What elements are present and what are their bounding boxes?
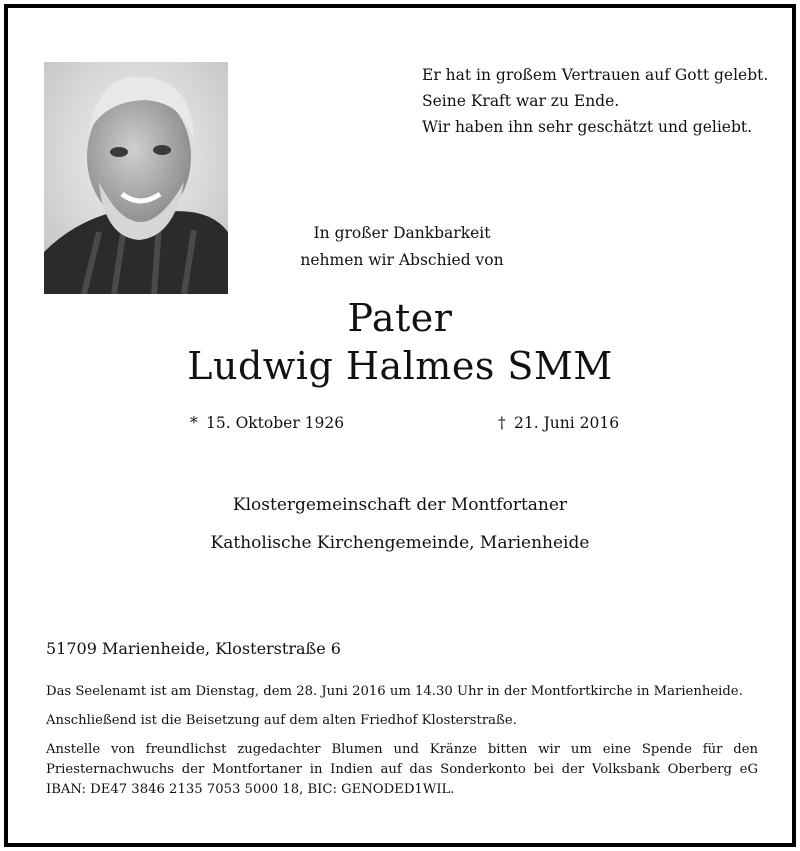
mourner-line: Katholische Kirchengemeinde, Marienheide [210,533,590,553]
death-date [498,412,619,434]
death-cross-icon: † [498,414,506,432]
obituary-notice [8,8,792,843]
intro-line: In großer Dankbarkeit [313,224,491,242]
service-notes [46,682,758,809]
burial-note: Anschließend ist die Beisetzung auf dem alten Friedhof Klosterstraße. [46,713,517,728]
donation-note: Anstelle von freundlichst zugedachter Blumen und Kränze bitten wir um eine Spende für den Priesternachwuchs der Montfortaner in Indien auf das Sonderkonto bei der Volksbank Oberberg eG IBAN: DE47 3846 2135 7053 5000 18, BIC: GENODED1WIL. [46,742,758,797]
deceased-name [8,294,792,390]
address: 51709 Marienheide, Klosterstraße 6 [46,639,341,658]
mourner-line: Klostergemeinschaft der Montfortaner [232,495,568,515]
birth-date [190,412,344,434]
poem [422,62,782,140]
birth-star-icon: * [190,414,198,432]
requiem-note: Das Seelenamt ist am Dienstag, dem 28. Juni 2016 um 14.30 Uhr in der Montfortkirche in Marienheide. [46,684,743,699]
intro-text [8,220,792,274]
name-title: Pater [347,296,453,340]
name-full: Ludwig Halmes SMM [187,344,613,388]
poem-line: Wir haben ihn sehr geschätzt und geliebt. [422,118,753,136]
poem-line: Seine Kraft war zu Ende. [422,92,620,110]
intro-line: nehmen wir Abschied von [300,251,504,269]
notice-frame [4,4,796,847]
mourners [8,486,792,562]
poem-line: Er hat in großem Vertrauen auf Gott gelebt. [422,66,769,84]
death-date-value: 21. Juni 2016 [514,414,620,432]
birth-date-value: 15. Oktober 1926 [206,414,345,432]
